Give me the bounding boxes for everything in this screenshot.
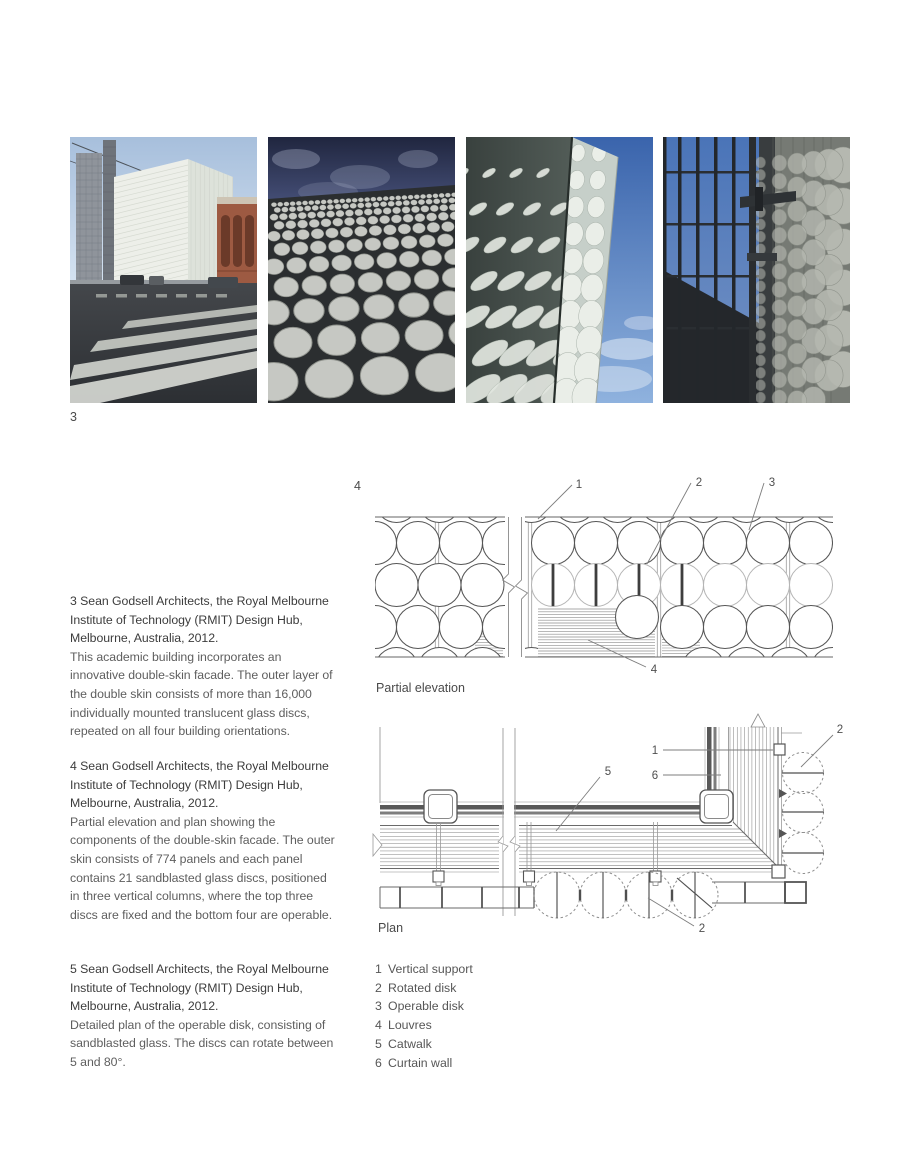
photo-street-view	[70, 137, 257, 403]
legend-item: 1 Vertical support	[375, 962, 473, 976]
caption-3-title: 3 Sean Godsell Architects, the Royal Melbourne Institute of Technology (RMIT) Design Hub, Melbourne, Australia, 2012.	[70, 594, 329, 646]
drawing-legend	[375, 960, 473, 1072]
plan-callout-1: 1	[651, 745, 659, 757]
caption-5-body: Detailed plan of the operable disk, consisting of sandblasted glass. The discs can rotate between 5 and 80°.	[70, 1017, 334, 1069]
legend-item: 3 Operable disk	[375, 999, 464, 1014]
legend-item: 2 Rotated disk	[375, 980, 457, 995]
drawing-column-figure-number: 4	[354, 479, 361, 493]
legend-item: 4 Louvres	[375, 1018, 432, 1033]
caption-5-title: 5 Sean Godsell Architects, the Royal Melbourne Institute of Technology (RMIT) Design Hub, Melbourne, Australia, 2012.	[70, 962, 329, 1014]
plan-caption: Plan	[378, 921, 404, 935]
plan-drawing	[372, 710, 862, 942]
caption-4-body: Partial elevation and plan showing the components of the double-skin facade. The outer skin consists of 774 panels and each panel contains 21 sandblasted glass discs, positioned in three vertical columns, where the top three discs are fixed and the bottom four are operable.	[70, 814, 335, 922]
caption-figure-4	[70, 757, 338, 924]
elevation-callout-4: 4	[650, 664, 658, 676]
plan-callout-6: 6	[651, 770, 659, 782]
plan-callout-2-bottom: 2	[698, 923, 706, 935]
plan-callout-2-top: 2	[836, 724, 844, 736]
elevation-callout-3: 3	[768, 477, 776, 489]
photo-facade-lookup	[268, 137, 455, 403]
elevation-callout-1: 1	[575, 479, 583, 491]
caption-4-title: 4 Sean Godsell Architects, the Royal Melbourne Institute of Technology (RMIT) Design Hub, Melbourne, Australia, 2012.	[70, 759, 329, 811]
caption-figure-3	[70, 592, 338, 741]
caption-figure-5	[70, 960, 338, 1072]
elevation-callout-2: 2	[695, 477, 703, 489]
plan-callout-5: 5	[604, 766, 612, 778]
photo-double-skin-gap	[663, 137, 850, 403]
legend-item: 5 Catwalk	[375, 1036, 432, 1051]
legend-item: 6 Curtain wall	[375, 1055, 453, 1070]
caption-3-body: This academic building incorporates an innovative double-skin facade. The outer layer of the double skin consists of more than 16,000 individually mounted translucent glass discs, repeated on all four building orientations.	[70, 649, 333, 739]
photo-row-figure-number: 3	[70, 410, 77, 424]
photo-corner-view	[466, 137, 653, 403]
elevation-caption: Partial elevation	[376, 681, 465, 695]
elevation-drawing	[375, 470, 843, 682]
